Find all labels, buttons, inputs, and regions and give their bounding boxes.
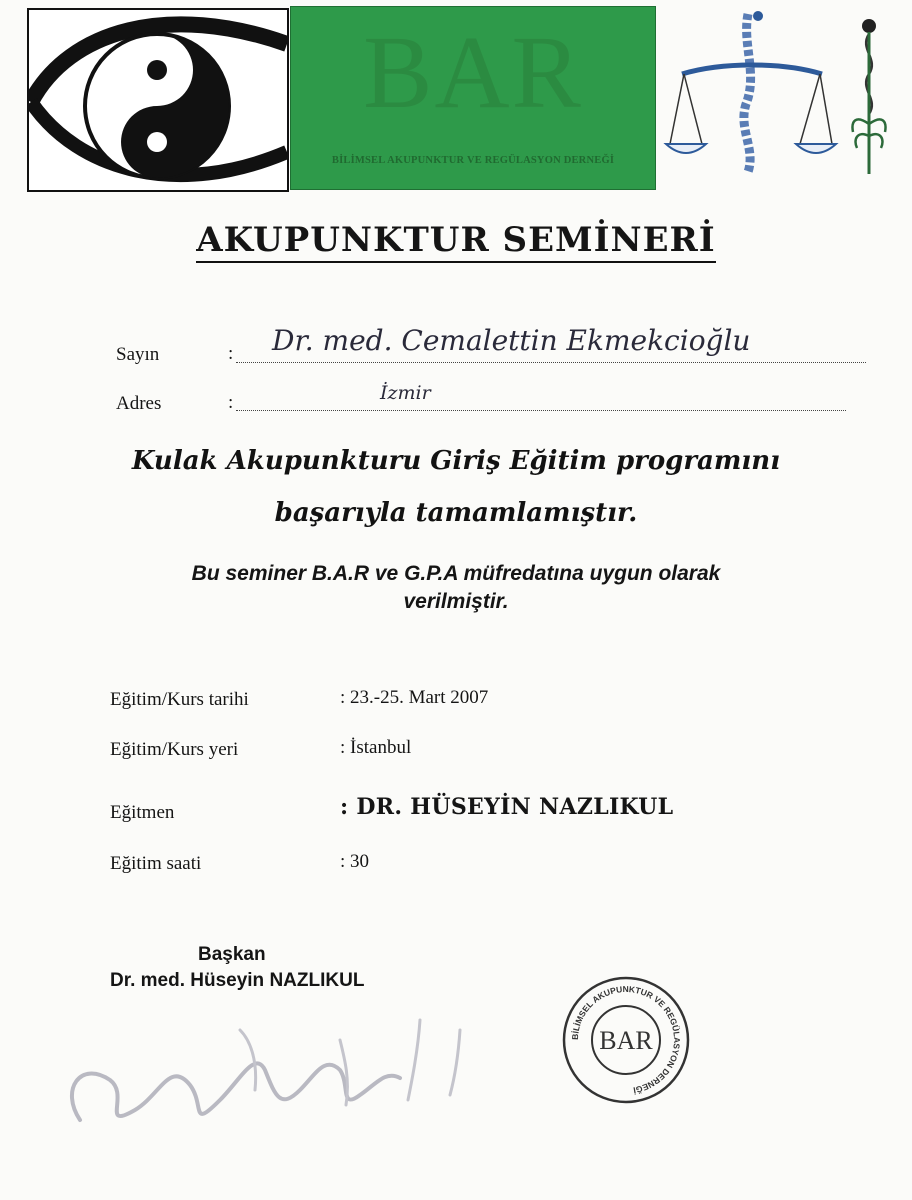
- association-name: BİLİMSEL AKUPUNKTUR VE REGÜLASYON DERNEĞİ: [331, 155, 615, 166]
- curriculum-note-line-2: verilmiştir.: [403, 590, 509, 613]
- name-label: Sayın: [116, 344, 160, 365]
- course-hours-value: : 30: [340, 851, 370, 872]
- course-date-value: : 23.-25. Mart 2007: [340, 687, 489, 708]
- address-dotted-line: [236, 410, 846, 411]
- course-hours-label: Eğitim saati: [110, 853, 202, 874]
- trainer-label: Eğitmen: [110, 802, 175, 823]
- president-name: Dr. med. Hüseyin NAZLIKUL: [110, 970, 365, 991]
- association-seal: [556, 970, 696, 1110]
- recipient-address: İzmir: [380, 382, 431, 404]
- course-place-value: : İstanbul: [340, 737, 412, 758]
- completion-line-2: başarıyla tamamlamıştır.: [274, 498, 638, 528]
- name-colon: :: [228, 343, 234, 364]
- course-date-label: Eğitim/Kurs tarihi: [110, 689, 249, 710]
- seal-ring-text: BİLİMSEL AKUPUNKTUR VE REGÜLASYON DERNEĞİ: [569, 983, 683, 1096]
- address-colon: :: [228, 392, 234, 413]
- curriculum-note-line-1: Bu seminer B.A.R ve G.P.A müfredatına uygun olarak: [191, 562, 721, 585]
- seal-center-text: BAR: [599, 1026, 653, 1055]
- president-role: Başkan: [198, 944, 266, 965]
- address-label: Adres: [116, 393, 162, 414]
- certificate-title: AKUPUNKTUR SEMİNERİ: [0, 220, 912, 260]
- bar-logo-text: BAR: [363, 15, 583, 130]
- name-dotted-line: [236, 362, 866, 363]
- handwritten-signature: [40, 1000, 540, 1150]
- scales-spine-icon: [662, 4, 842, 180]
- association-banner: [290, 6, 656, 190]
- yin-yang-eye-icon: [29, 10, 289, 192]
- recipient-name: Dr. med. Cemalettin Ekmekcioğlu: [272, 324, 751, 357]
- completion-line-1: Kulak Akupunkturu Giriş Eğitim programını: [131, 446, 781, 476]
- caduceus-icon: [845, 4, 890, 180]
- course-place-label: Eğitim/Kurs yeri: [110, 739, 239, 760]
- trainer-value: : DR. HÜSEYİN NAZLIKUL: [340, 794, 674, 820]
- yin-yang-eye-logo: [27, 8, 289, 192]
